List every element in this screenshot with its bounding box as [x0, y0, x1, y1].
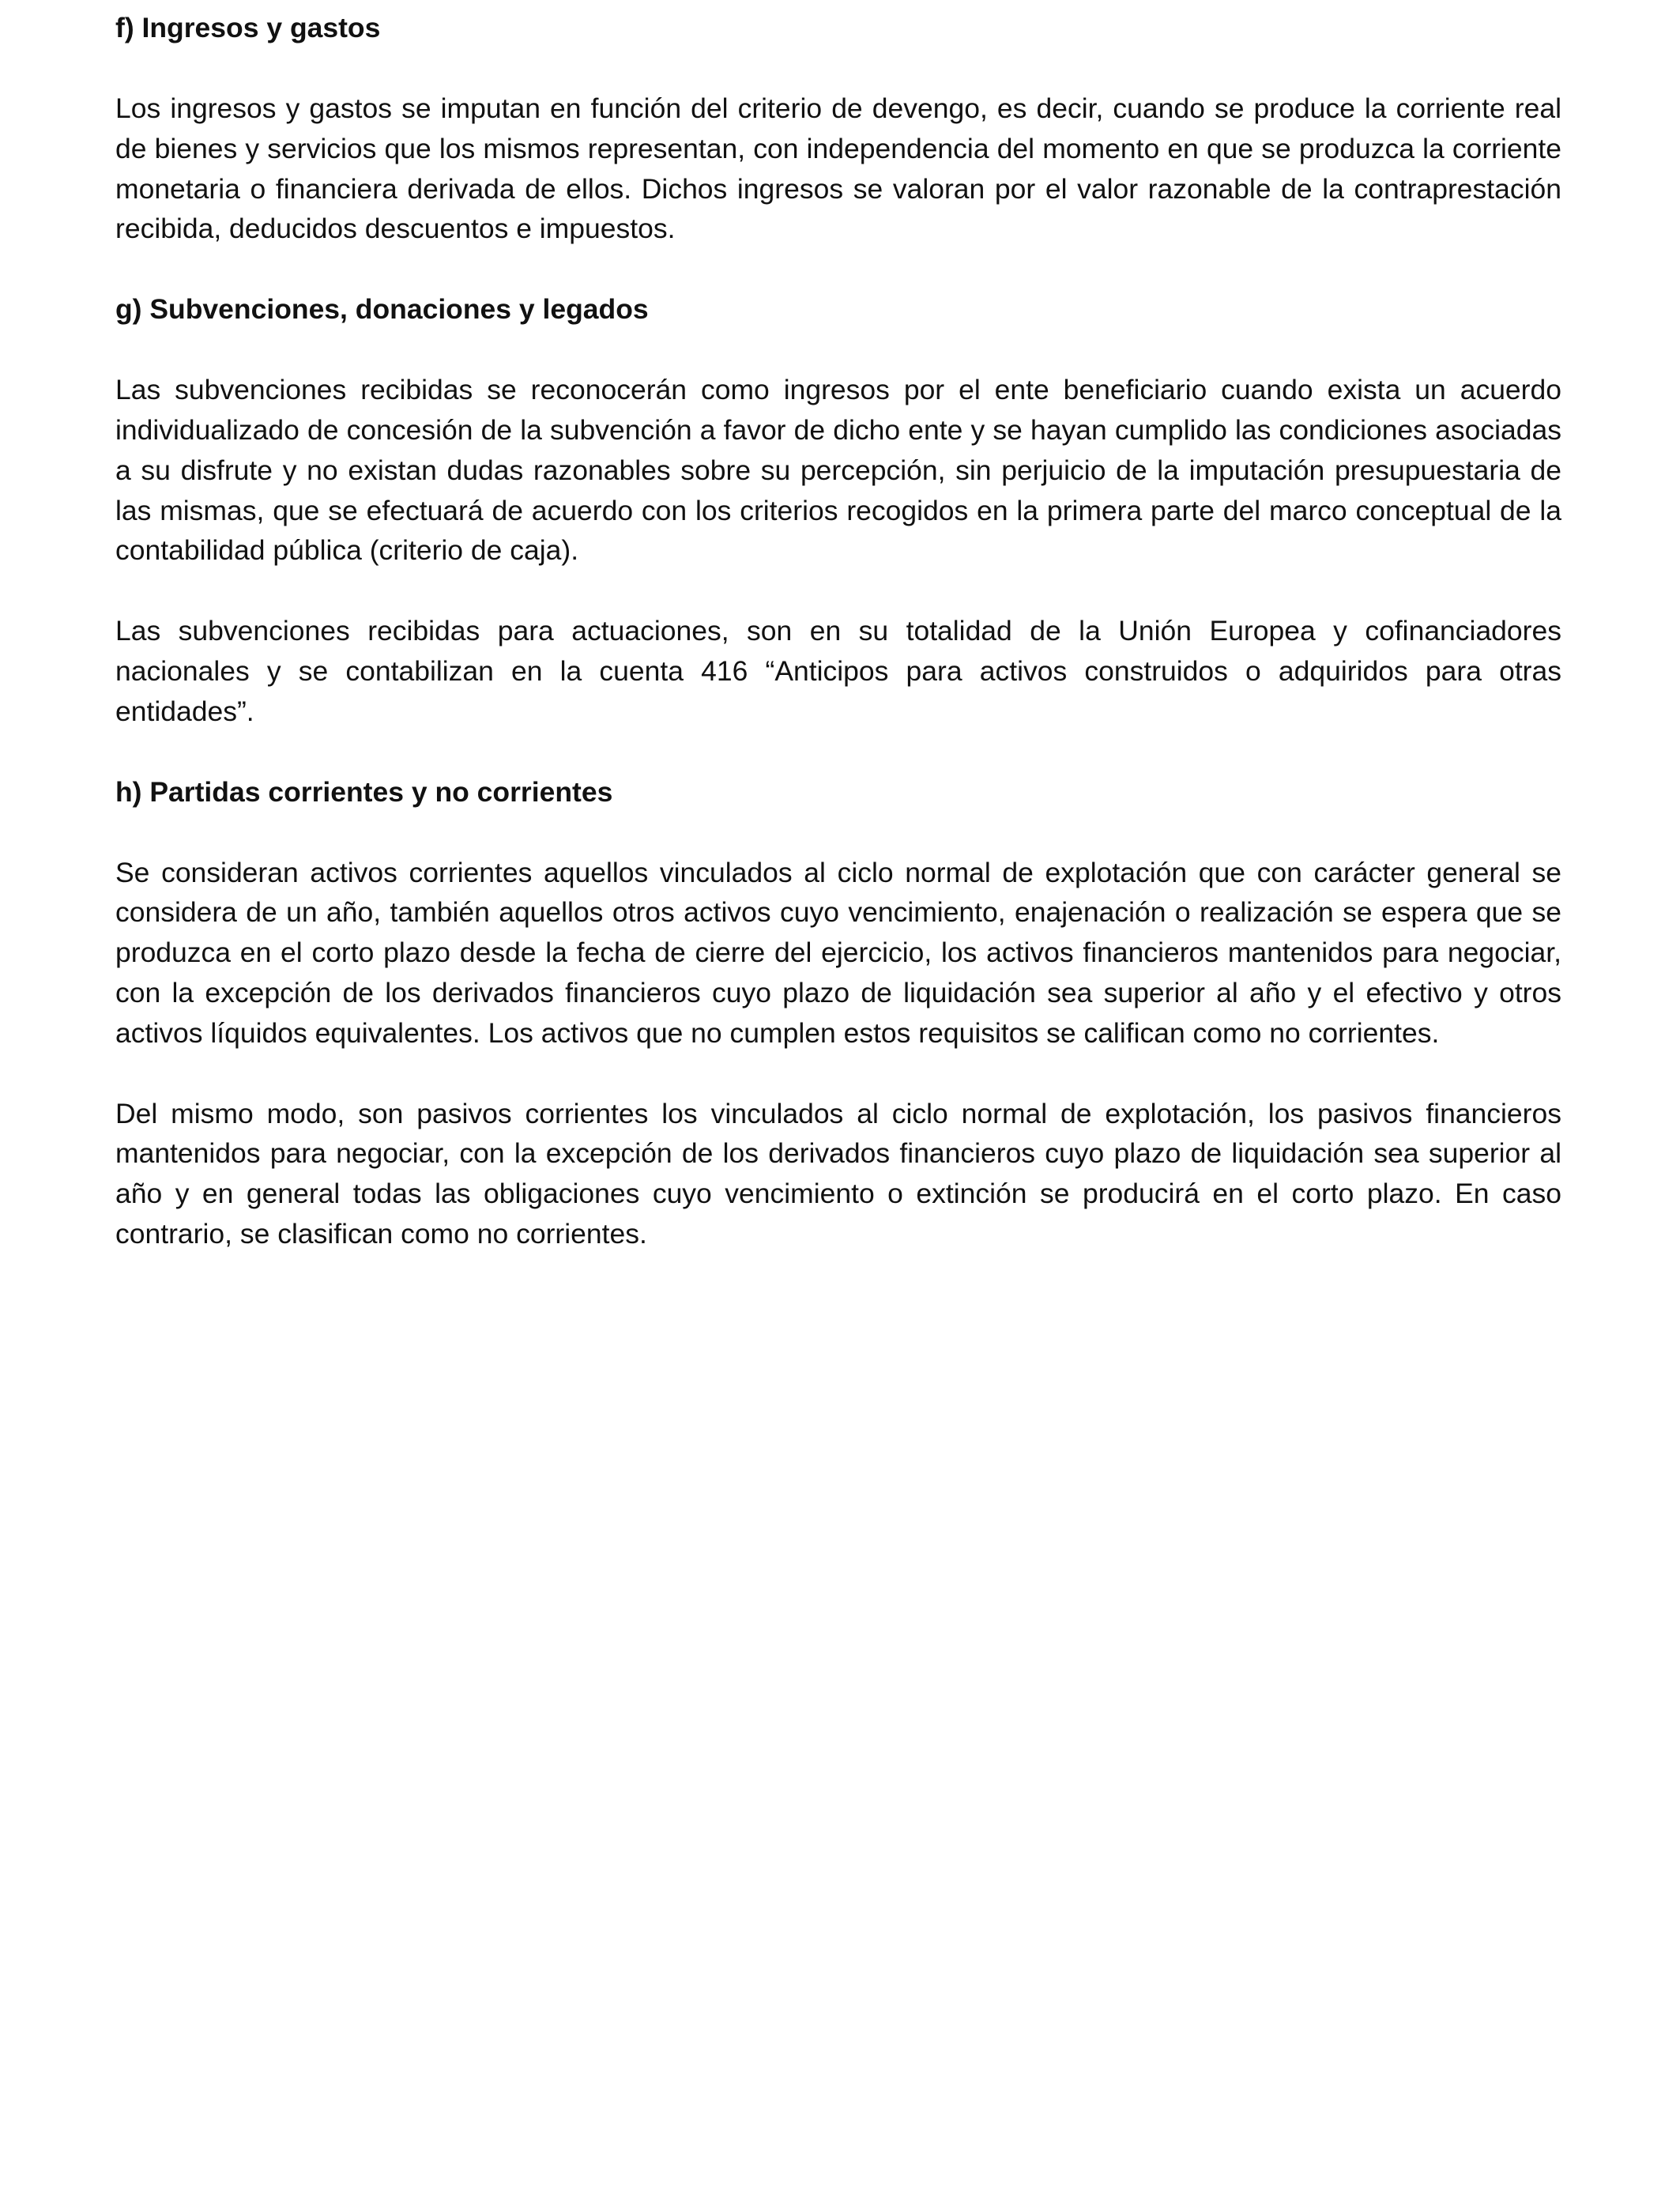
document-page	[115, 0, 1561, 1295]
section-partidas-corrientes	[115, 772, 1561, 1254]
section-heading: h) Partidas corrientes y no corrientes	[115, 775, 613, 808]
paragraph: Las subvenciones recibidas para actuaciones, son en su totalidad de la Unión Europea y cofinanciadores nacionales y se contabilizan en la cuenta 416 “Anticipos para activos construidos o adquiridos para otras entidades”.	[115, 615, 1561, 727]
paragraph: Del mismo modo, son pasivos corrientes los vinculados al ciclo normal de explotación, los pasivos financieros mantenidos para negociar, con la excepción de los derivados financieros cuyo plazo de liquidación sea superior al año y en general todas las obligaciones cuyo vencimiento o extinción se producirá en el corto plazo. En caso contrario, se clasifican como no corrientes.	[115, 1097, 1561, 1250]
paragraph: Las subvenciones recibidas se reconocerán como ingresos por el ente beneficiario cuando exista un acuerdo individualizado de concesión de la subvención a favor de dicho ente y se hayan cumplido las condiciones asociadas a su disfrute y no existan dudas razonables sobre su percepción, sin perjuicio de la imputación presupuestaria de las mismas, que se efectuará de acuerdo con los criterios recogidos en la primera parte del marco conceptual de la contabilidad pública (criterio de caja).	[115, 374, 1561, 567]
section-heading: f) Ingresos y gastos	[115, 12, 381, 43]
section-subvenciones	[115, 289, 1561, 731]
section-ingresos-gastos	[115, 8, 1561, 249]
paragraph: Se consideran activos corrientes aquellos vinculados al ciclo normal de explotación que con carácter general se considera de un año, también aquellos otros activos cuyo vencimiento, enajenación o realización se espera que se produzca en el corto plazo desde la fecha de cierre del ejercicio, los activos financieros mantenidos para negociar, con la excepción de los derivados financieros cuyo plazo de liquidación sea superior al año y el efectivo y otros activos líquidos equivalentes. Los activos que no cumplen estos requisitos se califican como no corrientes.	[115, 856, 1561, 1049]
paragraph: Los ingresos y gastos se imputan en función del criterio de devengo, es decir, cuando se produce la corriente real de bienes y servicios que los mismos representan, con independencia del momento en que se produzca la corriente monetaria o financiera derivada de ellos. Dichos ingresos se valoran por el valor razonable de la contraprestación recibida, deducidos descuentos e impuestos.	[115, 92, 1561, 245]
section-heading: g) Subvenciones, donaciones y legados	[115, 293, 649, 326]
